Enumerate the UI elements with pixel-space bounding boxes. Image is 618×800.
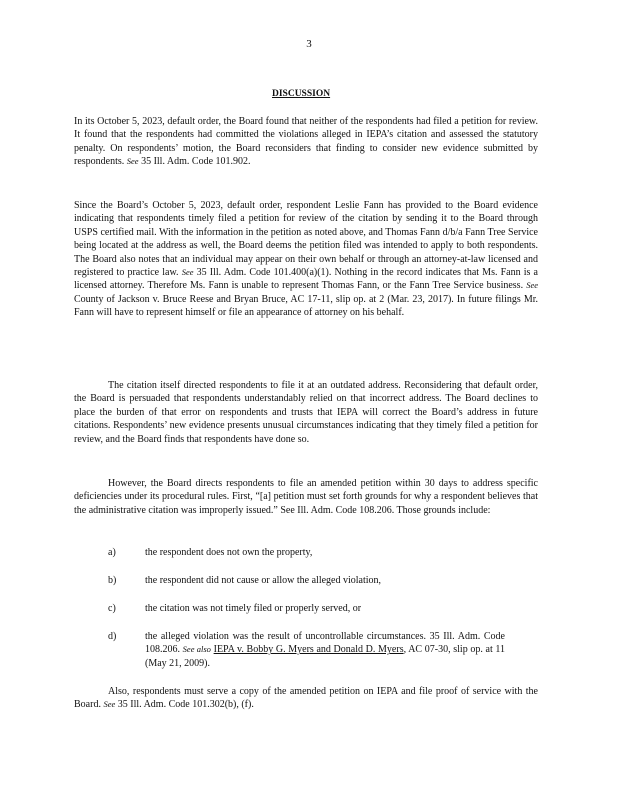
paragraph-1: In its October 5, 2023, default order, the Board found that neither of the respondents had filed a petition for review. It found that the respondents had committed the violations alleged in IEPA’s citation and assessed the statutory penalty. On respondents’ motion, the Board reconsiders that finding to consider new evidence submitted by respondents. See 35 Ill. Adm. Code 101.902. xyxy=(74,116,538,168)
list-marker: d) xyxy=(108,631,117,642)
see-signal: See xyxy=(181,267,194,278)
see-signal: See xyxy=(126,156,139,167)
list-marker: a) xyxy=(108,547,116,558)
list-marker: c) xyxy=(108,603,116,614)
case-citation: IEPA v. Bobby G. Myers and Donald D. Myers xyxy=(213,644,404,656)
see-signal: See xyxy=(103,699,116,710)
list-text: the alleged violation was the result of uncontrollable circumstances. 35 Ill. Adm. Code 108.206. See also IEPA v. Bobby G. Myers and Donald D. Myers, AC 07-30, slip op. at 11 (May 21, 2009). xyxy=(145,631,506,669)
see-also-signal: See also xyxy=(182,644,211,655)
see-signal: See xyxy=(526,280,539,291)
page-number: 3 xyxy=(306,38,312,50)
paragraph-2: Since the Board’s October 5, 2023, default order, respondent Leslie Fann has provided to the Board evidence indicating that respondents timely filed a petition for review of the citation by sending it to the Board through USPS certified mail. With the information in the petition as noted above, and Thomas Fann d/b/a Fann Tree Service being located at the address as well, the Board deems the petition filed was intended to apply to both respondents. The Board also notes that an individual may appear on their own behalf or through an attorney-at-law licensed and registered to practice law. See 35 Ill. Adm. Code 101.400(a)(1). Nothing in the record indicates that Ms. Fann is a licensed attorney. Therefore Ms. Fann is unable to represent Thomas Fann, or the Fann Tree Service business. See County of Jackson v. Bruce Reese and Bryan Bruce, AC 17-11, slip op. at 2 (Mar. 23, 2017). In future filings Mr. Fann will have to represent himself or file an appearance of attorney on his behalf. xyxy=(74,200,539,319)
paragraph-4: However, the Board directs respondents to file an amended petition within 30 days to address specific deficiencies under its procedural rules. First, “[a] petition must set forth grounds for why a respondent believes that the administrative citation was improperly issued.” See Ill. Adm. Code 108.206. Those grounds include: xyxy=(74,478,538,516)
list-text: the respondent did not cause or allow the alleged violation, xyxy=(145,575,382,586)
paragraph-3: The citation itself directed respondents to file it at an outdated address. Reconsidering that default order, the Board is persuaded that respondents understandably relied on that incorrect address. The Board declines to place the burden of that error on respondents and trusts that IEPA will correct the Board’s address in future citations. Respondents’ new evidence presents unusual circumstances indicating that they timely filed a petition for review, and the Board finds that respondents have done so. xyxy=(74,380,538,445)
list-text: the respondent does not own the property, xyxy=(145,547,313,558)
section-heading: DISCUSSION xyxy=(272,89,331,99)
paragraph-5: Also, respondents must serve a copy of the amended petition on IEPA and file proof of service with the Board. See 35 Ill. Adm. Code 101.302(b), (f). xyxy=(74,686,538,711)
list-text: the citation was not timely filed or properly served, or xyxy=(145,603,362,614)
list-marker: b) xyxy=(108,575,117,586)
